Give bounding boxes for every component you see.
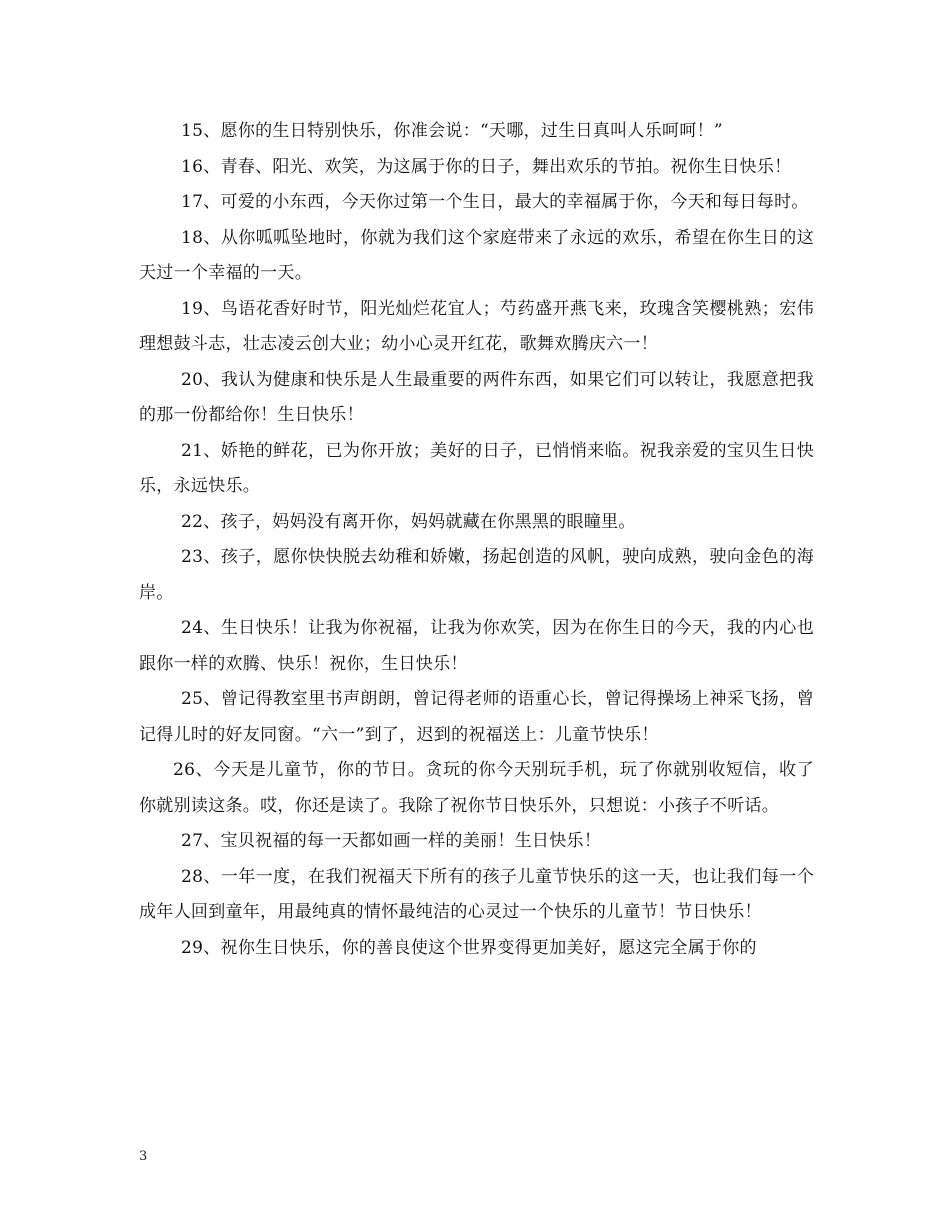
paragraph-29: 29、祝你生日快乐，你的善良使这个世界变得更加美好，愿这完全属于你的 xyxy=(181,937,757,958)
paragraph-25: 25、曾记得教室里书声朗朗，曾记得老师的语重心长，曾记得操场上神采飞扬，曾记得儿时的好友同窗。“六一”到了，迟到的祝福送上：儿童节快乐！ xyxy=(139,689,814,745)
paragraph-24: 24、生日快乐！让我为你祝福，让我为你欢笑，因为在你生日的今天，我的内心也跟你一样的欢腾、快乐！祝你，生日快乐！ xyxy=(139,618,814,674)
paragraph-28: 28、一年一度，在我们祝福天下所有的孩子儿童节快乐的这一天，也让我们每一个成年人回到童年，用最纯真的情怀最纯洁的心灵过一个快乐的儿童节！节日快乐！ xyxy=(139,866,814,922)
paragraph-20: 20、我认为健康和快乐是人生最重要的两件东西，如果它们可以转让，我愿意把我的那一份都给你！生日快乐！ xyxy=(139,369,814,425)
paragraph-15: 15、愿你的生日特别快乐，你准会说：“天哪，过生日真叫人乐呵呵！” xyxy=(181,121,723,141)
paragraph-18: 18、从你呱呱坠地时，你就为我们这个家庭带来了永远的欢乐，希望在你生日的这天过一个幸福的一天。 xyxy=(139,227,814,283)
paragraph-27: 27、宝贝祝福的每一天都如画一样的美丽！生日快乐！ xyxy=(181,831,602,851)
paragraph-23: 23、孩子，愿你快快脱去幼稚和娇嫩，扬起创造的风帆，驶向成熟，驶向金色的海岸。 xyxy=(139,547,814,603)
paragraph-16: 16、青春、阳光、欢笑，为这属于你的日子，舞出欢乐的节拍。祝你生日快乐！ xyxy=(181,156,792,177)
paragraph-22: 22、孩子，妈妈没有离开你，妈妈就藏在你黑黑的眼瞳里。 xyxy=(181,511,636,532)
page-number: 3 xyxy=(139,1149,148,1164)
paragraph-19: 19、鸟语花香好时节，阳光灿烂花宜人；芍药盛开燕飞来，玫瑰含笑樱桃熟；宏伟理想鼓斗志，壮志凌云创大业；幼小心灵开红花，歌舞欢腾庆六一！ xyxy=(139,298,814,354)
paragraph-21: 21、娇艳的鲜花，已为你开放；美好的日子，已悄悄来临。祝我亲爱的宝贝生日快乐，永远快乐。 xyxy=(139,440,814,496)
paragraph-26: 26、今天是儿童节，你的节日。贪玩的你今天别玩手机，玩了你就别收短信，收了你就别读这条。哎，你还是读了。我除了祝你节日快乐外，只想说：小孩子不听话。 xyxy=(139,760,814,816)
paragraph-17: 17、可爱的小东西，今天你过第一个生日，最大的幸福属于你，今天和每日每时。 xyxy=(181,192,809,212)
document-body xyxy=(139,114,814,966)
